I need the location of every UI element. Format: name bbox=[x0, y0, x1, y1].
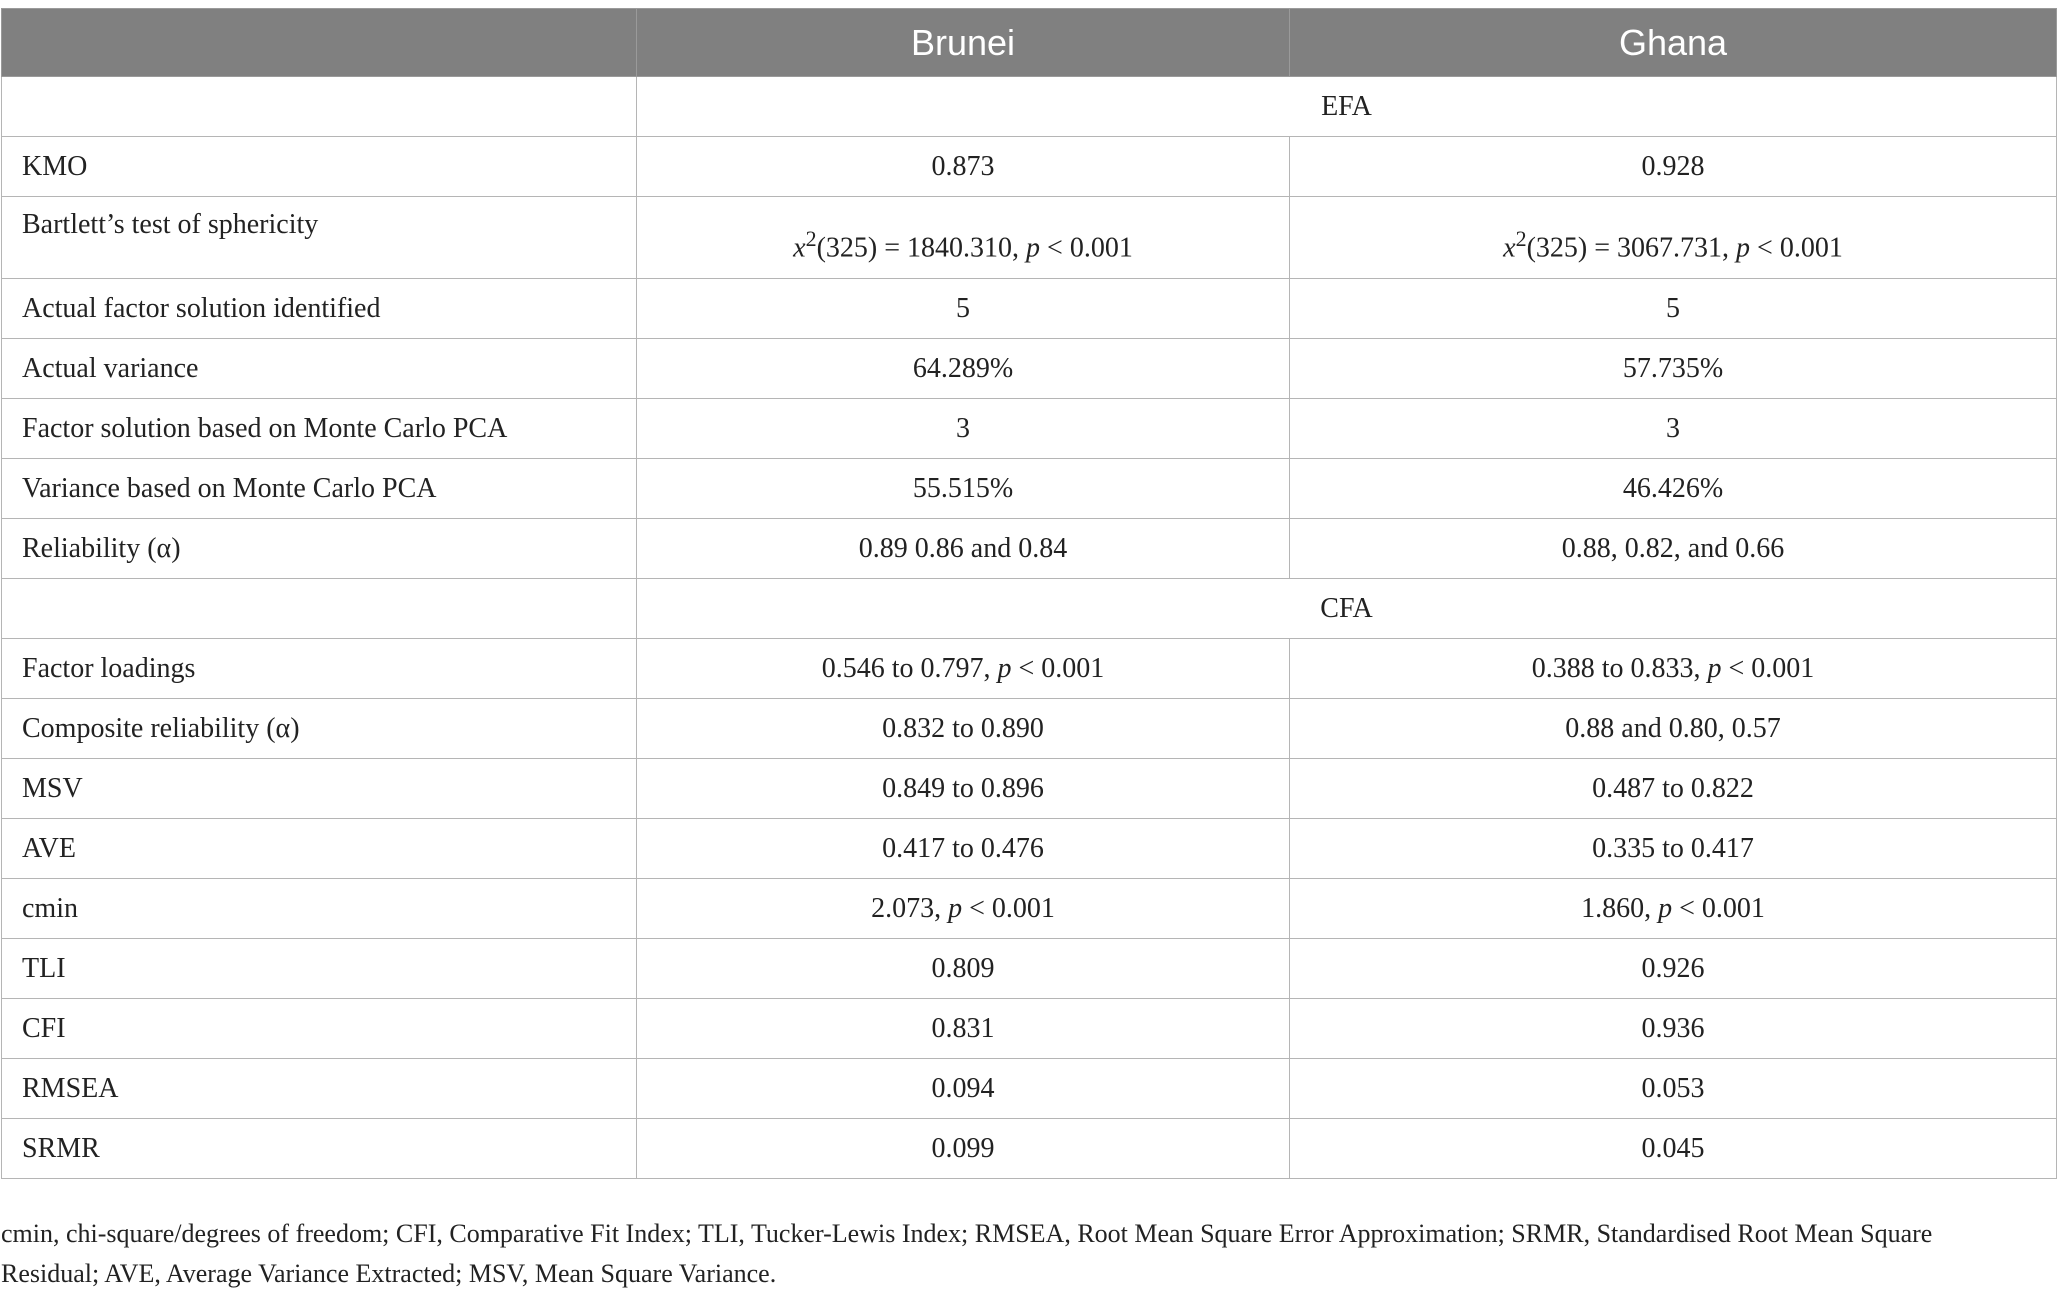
table-row-msv bbox=[2, 759, 2057, 819]
cmin-text: 1.860, bbox=[1581, 892, 1659, 924]
chi-stat: (325) = 3067.731, bbox=[1526, 232, 1737, 263]
p-value: < 0.001 bbox=[1721, 652, 1815, 684]
row-label: MSV bbox=[2, 759, 637, 819]
table-row-factor-loadings bbox=[2, 639, 2057, 699]
row-label: cmin bbox=[2, 879, 637, 939]
ghana-value bbox=[1290, 639, 2057, 699]
header-row bbox=[2, 9, 2057, 77]
row-label: Factor solution based on Monte Carlo PCA bbox=[2, 399, 637, 459]
header-empty-cell bbox=[2, 9, 637, 77]
table-footnote: cmin, chi-square/degrees of freedom; CFI, Comparative Fit Index; TLI, Tucker-Lewis Index; RMSEA, Root Mean Square Error Approximation; SRMR, Standardised Root Mean Square Residual; AVE, Average Variance Extracted; MSV, Mean Square Variance. bbox=[1, 1219, 1933, 1288]
p-symbol: p bbox=[1707, 652, 1722, 684]
brunei-value bbox=[637, 879, 1290, 939]
table-row-bartlett bbox=[2, 197, 2057, 279]
ghana-value: 57.735% bbox=[1290, 339, 2057, 399]
row-label: TLI bbox=[2, 939, 637, 999]
table-row-reliability bbox=[2, 519, 2057, 579]
range-text: 0.388 to 0.833, bbox=[1531, 652, 1708, 684]
header-ghana: Ghana bbox=[1290, 9, 2057, 77]
table-row-cmin bbox=[2, 879, 2057, 939]
ghana-value: 0.88, 0.82, and 0.66 bbox=[1290, 519, 2057, 579]
row-label: Reliability (α) bbox=[2, 519, 637, 579]
table-row-mc-variance bbox=[2, 459, 2057, 519]
brunei-value: 0.094 bbox=[637, 1059, 1290, 1119]
ghana-value: 0.926 bbox=[1290, 939, 2057, 999]
results-table bbox=[1, 8, 2057, 1179]
ghana-value bbox=[1290, 197, 2057, 279]
ghana-value bbox=[1290, 879, 2057, 939]
section-label-efa: EFA bbox=[637, 77, 2057, 137]
brunei-value: 55.515% bbox=[637, 459, 1290, 519]
table-row-actual-variance bbox=[2, 339, 2057, 399]
header-brunei: Brunei bbox=[637, 9, 1290, 77]
chi-stat: (325) = 1840.310, bbox=[816, 232, 1027, 263]
chi-symbol: x bbox=[793, 232, 806, 263]
brunei-value: 0.417 to 0.476 bbox=[637, 819, 1290, 879]
row-label: SRMR bbox=[2, 1119, 637, 1179]
p-value: < 0.001 bbox=[1040, 232, 1133, 263]
row-label: Composite reliability (α) bbox=[2, 699, 637, 759]
p-symbol: p bbox=[1658, 892, 1673, 924]
range-text: 0.546 to 0.797, bbox=[821, 652, 998, 684]
brunei-value: 5 bbox=[637, 279, 1290, 339]
table-row-ave bbox=[2, 819, 2057, 879]
brunei-value: 0.832 to 0.890 bbox=[637, 699, 1290, 759]
table-row-actual-factor bbox=[2, 279, 2057, 339]
ghana-value: 46.426% bbox=[1290, 459, 2057, 519]
p-symbol: p bbox=[997, 652, 1012, 684]
brunei-value: 0.809 bbox=[637, 939, 1290, 999]
brunei-value: 0.099 bbox=[637, 1119, 1290, 1179]
table-row-srmr bbox=[2, 1119, 2057, 1179]
brunei-value bbox=[637, 197, 1290, 279]
chi-exponent: 2 bbox=[1515, 225, 1527, 251]
ghana-value: 0.936 bbox=[1290, 999, 2057, 1059]
p-symbol: p bbox=[1026, 232, 1041, 263]
ghana-value: 0.335 to 0.417 bbox=[1290, 819, 2057, 879]
p-value: < 0.001 bbox=[1750, 232, 1843, 263]
brunei-value bbox=[637, 639, 1290, 699]
row-label: Actual variance bbox=[2, 339, 637, 399]
brunei-value: 0.873 bbox=[637, 137, 1290, 197]
section-label-cfa: CFA bbox=[637, 579, 2057, 639]
ghana-value: 0.487 to 0.822 bbox=[1290, 759, 2057, 819]
p-value: < 0.001 bbox=[1011, 652, 1105, 684]
p-symbol: p bbox=[1736, 232, 1751, 263]
chi-exponent: 2 bbox=[805, 225, 817, 251]
brunei-value: 0.849 to 0.896 bbox=[637, 759, 1290, 819]
section-spacer bbox=[2, 77, 637, 137]
section-row-cfa bbox=[2, 579, 2057, 639]
brunei-value: 64.289% bbox=[637, 339, 1290, 399]
brunei-value: 0.831 bbox=[637, 999, 1290, 1059]
ghana-value: 0.928 bbox=[1290, 137, 2057, 197]
row-label: KMO bbox=[2, 137, 637, 197]
table-row-cfi bbox=[2, 999, 2057, 1059]
row-label: Variance based on Monte Carlo PCA bbox=[2, 459, 637, 519]
table-row-tli bbox=[2, 939, 2057, 999]
ghana-value: 0.053 bbox=[1290, 1059, 2057, 1119]
table-row-rmsea bbox=[2, 1059, 2057, 1119]
table-row-kmo bbox=[2, 137, 2057, 197]
brunei-value: 3 bbox=[637, 399, 1290, 459]
row-label: Factor loadings bbox=[2, 639, 637, 699]
row-label: AVE bbox=[2, 819, 637, 879]
chi-symbol: x bbox=[1503, 232, 1516, 263]
row-label: RMSEA bbox=[2, 1059, 637, 1119]
ghana-value: 3 bbox=[1290, 399, 2057, 459]
p-value: < 0.001 bbox=[1672, 892, 1765, 924]
table-row-mc-factor bbox=[2, 399, 2057, 459]
p-symbol: p bbox=[948, 892, 963, 924]
ghana-value: 0.045 bbox=[1290, 1119, 2057, 1179]
ghana-value: 5 bbox=[1290, 279, 2057, 339]
table-row-composite bbox=[2, 699, 2057, 759]
p-value: < 0.001 bbox=[962, 892, 1055, 924]
row-label: Actual factor solution identified bbox=[2, 279, 637, 339]
row-label: CFI bbox=[2, 999, 637, 1059]
section-row-efa bbox=[2, 77, 2057, 137]
brunei-value: 0.89 0.86 and 0.84 bbox=[637, 519, 1290, 579]
cmin-text: 2.073, bbox=[871, 892, 949, 924]
section-spacer bbox=[2, 579, 637, 639]
row-label: Bartlett’s test of sphericity bbox=[2, 197, 637, 279]
ghana-value: 0.88 and 0.80, 0.57 bbox=[1290, 699, 2057, 759]
